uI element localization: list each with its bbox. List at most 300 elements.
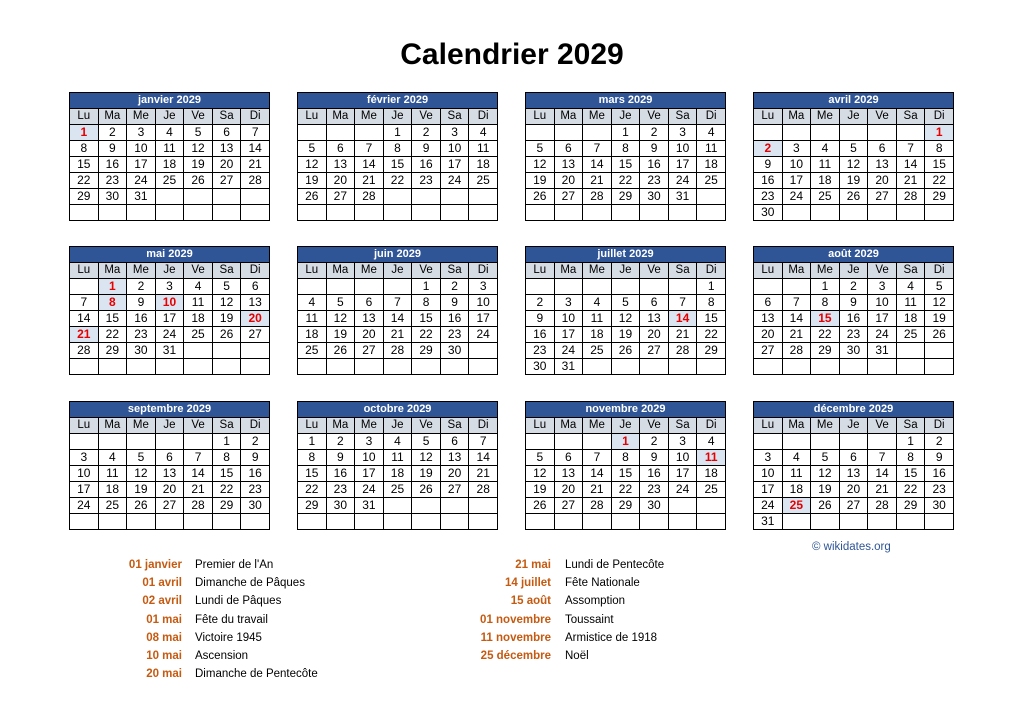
day-cell[interactable]: 3 xyxy=(155,279,184,295)
day-cell[interactable]: 14 xyxy=(184,466,213,482)
day-cell[interactable]: 14 xyxy=(469,450,498,466)
day-cell[interactable]: 1 xyxy=(896,434,925,450)
day-cell[interactable]: 10 xyxy=(554,311,583,327)
day-cell[interactable]: 18 xyxy=(383,466,412,482)
day-cell[interactable]: 7 xyxy=(583,450,612,466)
day-cell[interactable]: 9 xyxy=(127,295,156,311)
day-cell[interactable]: 20 xyxy=(212,157,241,173)
day-cell[interactable]: 2 xyxy=(412,125,441,141)
day-cell[interactable]: 16 xyxy=(925,466,954,482)
day-cell[interactable]: 14 xyxy=(70,311,99,327)
day-cell[interactable]: 6 xyxy=(640,295,669,311)
day-cell[interactable]: 25 xyxy=(811,189,840,205)
day-cell[interactable]: 5 xyxy=(811,450,840,466)
day-cell[interactable]: 3 xyxy=(127,125,156,141)
day-cell[interactable]: 21 xyxy=(583,482,612,498)
day-cell[interactable]: 20 xyxy=(640,327,669,343)
day-cell[interactable]: 12 xyxy=(811,466,840,482)
day-cell[interactable]: 28 xyxy=(583,189,612,205)
day-cell[interactable]: 19 xyxy=(412,466,441,482)
day-cell[interactable]: 30 xyxy=(925,498,954,514)
day-cell[interactable]: 16 xyxy=(754,173,783,189)
day-cell[interactable]: 8 xyxy=(925,141,954,157)
day-cell[interactable]: 28 xyxy=(896,189,925,205)
day-cell[interactable]: 4 xyxy=(697,125,726,141)
day-cell[interactable]: 3 xyxy=(754,450,783,466)
day-cell[interactable]: 25 xyxy=(469,173,498,189)
day-cell[interactable]: 12 xyxy=(184,141,213,157)
day-cell[interactable]: 3 xyxy=(70,450,99,466)
day-cell[interactable]: 27 xyxy=(212,173,241,189)
day-cell[interactable]: 5 xyxy=(298,141,327,157)
day-cell[interactable]: 6 xyxy=(440,434,469,450)
day-cell[interactable]: 23 xyxy=(440,327,469,343)
day-cell[interactable]: 16 xyxy=(440,311,469,327)
day-cell[interactable]: 3 xyxy=(668,125,697,141)
day-cell[interactable]: 22 xyxy=(896,482,925,498)
day-cell[interactable]: 1 xyxy=(212,434,241,450)
day-cell[interactable]: 20 xyxy=(155,482,184,498)
day-cell[interactable]: 19 xyxy=(526,482,555,498)
day-cell[interactable]: 19 xyxy=(184,157,213,173)
day-cell[interactable]: 14 xyxy=(355,157,384,173)
day-cell[interactable]: 22 xyxy=(70,173,99,189)
day-cell[interactable]: 28 xyxy=(868,498,897,514)
day-cell[interactable]: 18 xyxy=(782,482,811,498)
day-cell[interactable]: 20 xyxy=(754,327,783,343)
day-cell[interactable]: 15 xyxy=(298,466,327,482)
day-cell[interactable]: 2 xyxy=(640,125,669,141)
day-cell[interactable]: 5 xyxy=(611,295,640,311)
day-cell[interactable]: 28 xyxy=(241,173,270,189)
day-cell[interactable]: 8 xyxy=(212,450,241,466)
day-cell[interactable]: 13 xyxy=(554,466,583,482)
day-cell[interactable]: 28 xyxy=(469,482,498,498)
day-cell[interactable]: 22 xyxy=(611,173,640,189)
day-cell[interactable]: 25 xyxy=(155,173,184,189)
day-cell[interactable]: 16 xyxy=(839,311,868,327)
day-cell[interactable]: 15 xyxy=(412,311,441,327)
day-cell[interactable]: 15 xyxy=(896,466,925,482)
day-cell[interactable]: 9 xyxy=(98,141,127,157)
day-cell[interactable]: 6 xyxy=(212,125,241,141)
day-cell[interactable]: 30 xyxy=(526,359,555,375)
day-cell[interactable]: 24 xyxy=(668,173,697,189)
day-cell[interactable]: 24 xyxy=(868,327,897,343)
day-cell[interactable]: 8 xyxy=(611,141,640,157)
day-cell[interactable]: 11 xyxy=(811,157,840,173)
day-cell[interactable]: 16 xyxy=(640,157,669,173)
day-cell[interactable]: 13 xyxy=(326,157,355,173)
day-cell[interactable]: 9 xyxy=(925,450,954,466)
day-cell[interactable]: 17 xyxy=(355,466,384,482)
day-cell[interactable]: 17 xyxy=(155,311,184,327)
day-cell[interactable]: 17 xyxy=(440,157,469,173)
day-cell[interactable]: 10 xyxy=(469,295,498,311)
day-cell[interactable]: 25 xyxy=(697,173,726,189)
day-cell[interactable]: 21 xyxy=(668,327,697,343)
day-cell[interactable]: 18 xyxy=(184,311,213,327)
day-cell[interactable]: 24 xyxy=(554,343,583,359)
day-cell[interactable]: 9 xyxy=(640,141,669,157)
day-cell[interactable]: 7 xyxy=(355,141,384,157)
day-cell[interactable]: 20 xyxy=(440,466,469,482)
day-cell[interactable]: 20 xyxy=(554,482,583,498)
day-cell[interactable]: 11 xyxy=(469,141,498,157)
day-cell[interactable]: 2 xyxy=(440,279,469,295)
day-cell[interactable]: 16 xyxy=(241,466,270,482)
day-cell[interactable]: 20 xyxy=(355,327,384,343)
day-cell[interactable]: 26 xyxy=(526,498,555,514)
day-cell[interactable]: 18 xyxy=(896,311,925,327)
day-cell[interactable]: 9 xyxy=(326,450,355,466)
day-cell[interactable]: 14 xyxy=(868,466,897,482)
day-cell[interactable]: 24 xyxy=(155,327,184,343)
day-cell[interactable]: 31 xyxy=(754,514,783,530)
day-cell[interactable]: 23 xyxy=(412,173,441,189)
day-cell[interactable]: 15 xyxy=(212,466,241,482)
day-cell[interactable]: 24 xyxy=(355,482,384,498)
day-cell[interactable]: 29 xyxy=(70,189,99,205)
day-cell[interactable]: 10 xyxy=(782,157,811,173)
day-cell[interactable]: 10 xyxy=(754,466,783,482)
day-cell[interactable]: 27 xyxy=(554,189,583,205)
day-cell[interactable]: 25 xyxy=(383,482,412,498)
day-cell[interactable]: 12 xyxy=(526,157,555,173)
day-cell[interactable]: 31 xyxy=(127,189,156,205)
day-cell[interactable]: 21 xyxy=(868,482,897,498)
day-cell[interactable]: 22 xyxy=(811,327,840,343)
day-cell[interactable]: 4 xyxy=(697,434,726,450)
day-cell[interactable]: 10 xyxy=(440,141,469,157)
day-cell[interactable]: 28 xyxy=(782,343,811,359)
day-cell[interactable]: 28 xyxy=(70,343,99,359)
day-cell[interactable]: 21 xyxy=(583,173,612,189)
day-cell[interactable]: 17 xyxy=(127,157,156,173)
day-cell[interactable]: 13 xyxy=(754,311,783,327)
holiday-day-cell[interactable]: 1 xyxy=(611,434,640,450)
day-cell[interactable]: 3 xyxy=(469,279,498,295)
day-cell[interactable]: 18 xyxy=(469,157,498,173)
day-cell[interactable]: 6 xyxy=(868,141,897,157)
day-cell[interactable]: 3 xyxy=(668,434,697,450)
day-cell[interactable]: 29 xyxy=(412,343,441,359)
day-cell[interactable]: 8 xyxy=(611,450,640,466)
day-cell[interactable]: 17 xyxy=(782,173,811,189)
day-cell[interactable]: 5 xyxy=(184,125,213,141)
day-cell[interactable]: 6 xyxy=(554,450,583,466)
day-cell[interactable]: 29 xyxy=(212,498,241,514)
day-cell[interactable]: 15 xyxy=(383,157,412,173)
day-cell[interactable]: 2 xyxy=(127,279,156,295)
day-cell[interactable]: 21 xyxy=(184,482,213,498)
day-cell[interactable]: 21 xyxy=(355,173,384,189)
day-cell[interactable]: 26 xyxy=(298,189,327,205)
day-cell[interactable]: 8 xyxy=(811,295,840,311)
day-cell[interactable]: 8 xyxy=(70,141,99,157)
day-cell[interactable]: 20 xyxy=(554,173,583,189)
day-cell[interactable]: 24 xyxy=(754,498,783,514)
day-cell[interactable]: 28 xyxy=(355,189,384,205)
holiday-day-cell[interactable]: 25 xyxy=(782,498,811,514)
day-cell[interactable]: 22 xyxy=(697,327,726,343)
day-cell[interactable]: 26 xyxy=(326,343,355,359)
day-cell[interactable]: 16 xyxy=(98,157,127,173)
day-cell[interactable]: 7 xyxy=(668,295,697,311)
day-cell[interactable]: 25 xyxy=(98,498,127,514)
day-cell[interactable]: 14 xyxy=(583,157,612,173)
day-cell[interactable]: 13 xyxy=(355,311,384,327)
day-cell[interactable]: 24 xyxy=(668,482,697,498)
holiday-day-cell[interactable]: 8 xyxy=(98,295,127,311)
day-cell[interactable]: 8 xyxy=(412,295,441,311)
day-cell[interactable]: 23 xyxy=(839,327,868,343)
day-cell[interactable]: 27 xyxy=(440,482,469,498)
day-cell[interactable]: 6 xyxy=(754,295,783,311)
day-cell[interactable]: 23 xyxy=(640,173,669,189)
day-cell[interactable]: 23 xyxy=(526,343,555,359)
day-cell[interactable]: 17 xyxy=(469,311,498,327)
day-cell[interactable]: 4 xyxy=(155,125,184,141)
day-cell[interactable]: 14 xyxy=(782,311,811,327)
holiday-day-cell[interactable]: 21 xyxy=(70,327,99,343)
day-cell[interactable]: 25 xyxy=(298,343,327,359)
day-cell[interactable]: 31 xyxy=(868,343,897,359)
day-cell[interactable]: 14 xyxy=(383,311,412,327)
day-cell[interactable]: 3 xyxy=(355,434,384,450)
day-cell[interactable]: 2 xyxy=(241,434,270,450)
day-cell[interactable]: 23 xyxy=(241,482,270,498)
day-cell[interactable]: 30 xyxy=(98,189,127,205)
day-cell[interactable]: 27 xyxy=(326,189,355,205)
day-cell[interactable]: 9 xyxy=(754,157,783,173)
day-cell[interactable]: 4 xyxy=(184,279,213,295)
holiday-day-cell[interactable]: 10 xyxy=(155,295,184,311)
day-cell[interactable]: 24 xyxy=(127,173,156,189)
day-cell[interactable]: 11 xyxy=(298,311,327,327)
day-cell[interactable]: 19 xyxy=(839,173,868,189)
day-cell[interactable]: 11 xyxy=(98,466,127,482)
day-cell[interactable]: 12 xyxy=(412,450,441,466)
day-cell[interactable]: 28 xyxy=(583,498,612,514)
day-cell[interactable]: 6 xyxy=(155,450,184,466)
day-cell[interactable]: 13 xyxy=(212,141,241,157)
day-cell[interactable]: 29 xyxy=(611,189,640,205)
day-cell[interactable]: 19 xyxy=(925,311,954,327)
day-cell[interactable]: 1 xyxy=(383,125,412,141)
day-cell[interactable]: 27 xyxy=(839,498,868,514)
day-cell[interactable]: 9 xyxy=(526,311,555,327)
day-cell[interactable]: 11 xyxy=(697,141,726,157)
day-cell[interactable]: 19 xyxy=(127,482,156,498)
holiday-day-cell[interactable]: 15 xyxy=(811,311,840,327)
day-cell[interactable]: 25 xyxy=(583,343,612,359)
day-cell[interactable]: 12 xyxy=(839,157,868,173)
day-cell[interactable]: 6 xyxy=(839,450,868,466)
day-cell[interactable]: 20 xyxy=(839,482,868,498)
day-cell[interactable]: 17 xyxy=(668,466,697,482)
day-cell[interactable]: 29 xyxy=(896,498,925,514)
day-cell[interactable]: 1 xyxy=(298,434,327,450)
day-cell[interactable]: 9 xyxy=(440,295,469,311)
day-cell[interactable]: 4 xyxy=(298,295,327,311)
day-cell[interactable]: 26 xyxy=(526,189,555,205)
day-cell[interactable]: 30 xyxy=(640,189,669,205)
day-cell[interactable]: 29 xyxy=(298,498,327,514)
day-cell[interactable]: 23 xyxy=(640,482,669,498)
day-cell[interactable]: 9 xyxy=(412,141,441,157)
day-cell[interactable]: 18 xyxy=(298,327,327,343)
day-cell[interactable]: 26 xyxy=(127,498,156,514)
day-cell[interactable]: 19 xyxy=(298,173,327,189)
day-cell[interactable]: 19 xyxy=(811,482,840,498)
day-cell[interactable]: 27 xyxy=(868,189,897,205)
day-cell[interactable]: 10 xyxy=(70,466,99,482)
day-cell[interactable]: 14 xyxy=(896,157,925,173)
day-cell[interactable]: 12 xyxy=(298,157,327,173)
day-cell[interactable]: 29 xyxy=(98,343,127,359)
day-cell[interactable]: 23 xyxy=(326,482,355,498)
day-cell[interactable]: 1 xyxy=(412,279,441,295)
day-cell[interactable]: 19 xyxy=(611,327,640,343)
day-cell[interactable]: 13 xyxy=(839,466,868,482)
day-cell[interactable]: 5 xyxy=(839,141,868,157)
day-cell[interactable]: 27 xyxy=(640,343,669,359)
day-cell[interactable]: 30 xyxy=(754,205,783,221)
day-cell[interactable]: 24 xyxy=(70,498,99,514)
day-cell[interactable]: 8 xyxy=(697,295,726,311)
day-cell[interactable]: 22 xyxy=(212,482,241,498)
day-cell[interactable]: 18 xyxy=(697,157,726,173)
holiday-day-cell[interactable]: 20 xyxy=(241,311,270,327)
day-cell[interactable]: 18 xyxy=(583,327,612,343)
day-cell[interactable]: 30 xyxy=(839,343,868,359)
holiday-day-cell[interactable]: 11 xyxy=(697,450,726,466)
day-cell[interactable]: 7 xyxy=(383,295,412,311)
day-cell[interactable]: 4 xyxy=(811,141,840,157)
day-cell[interactable]: 3 xyxy=(554,295,583,311)
day-cell[interactable]: 29 xyxy=(925,189,954,205)
day-cell[interactable]: 24 xyxy=(782,189,811,205)
day-cell[interactable]: 9 xyxy=(241,450,270,466)
day-cell[interactable]: 19 xyxy=(326,327,355,343)
day-cell[interactable]: 12 xyxy=(611,311,640,327)
day-cell[interactable]: 6 xyxy=(554,141,583,157)
day-cell[interactable]: 22 xyxy=(383,173,412,189)
day-cell[interactable]: 8 xyxy=(298,450,327,466)
holiday-day-cell[interactable]: 14 xyxy=(668,311,697,327)
day-cell[interactable]: 5 xyxy=(127,450,156,466)
day-cell[interactable]: 4 xyxy=(782,450,811,466)
day-cell[interactable]: 11 xyxy=(155,141,184,157)
day-cell[interactable]: 13 xyxy=(440,450,469,466)
day-cell[interactable]: 12 xyxy=(526,466,555,482)
day-cell[interactable]: 22 xyxy=(98,327,127,343)
day-cell[interactable]: 22 xyxy=(298,482,327,498)
day-cell[interactable]: 26 xyxy=(184,173,213,189)
day-cell[interactable]: 16 xyxy=(127,311,156,327)
day-cell[interactable]: 19 xyxy=(526,173,555,189)
day-cell[interactable]: 30 xyxy=(326,498,355,514)
day-cell[interactable]: 2 xyxy=(640,434,669,450)
day-cell[interactable]: 10 xyxy=(868,295,897,311)
day-cell[interactable]: 28 xyxy=(184,498,213,514)
day-cell[interactable]: 12 xyxy=(212,295,241,311)
day-cell[interactable]: 9 xyxy=(839,295,868,311)
day-cell[interactable]: 28 xyxy=(383,343,412,359)
day-cell[interactable]: 30 xyxy=(440,343,469,359)
holiday-day-cell[interactable]: 2 xyxy=(754,141,783,157)
day-cell[interactable]: 22 xyxy=(925,173,954,189)
day-cell[interactable]: 25 xyxy=(184,327,213,343)
day-cell[interactable]: 8 xyxy=(383,141,412,157)
day-cell[interactable]: 5 xyxy=(526,141,555,157)
day-cell[interactable]: 4 xyxy=(896,279,925,295)
day-cell[interactable]: 29 xyxy=(811,343,840,359)
day-cell[interactable]: 15 xyxy=(697,311,726,327)
day-cell[interactable]: 7 xyxy=(241,125,270,141)
day-cell[interactable]: 30 xyxy=(241,498,270,514)
day-cell[interactable]: 6 xyxy=(241,279,270,295)
day-cell[interactable]: 1 xyxy=(811,279,840,295)
day-cell[interactable]: 2 xyxy=(526,295,555,311)
day-cell[interactable]: 31 xyxy=(355,498,384,514)
day-cell[interactable]: 7 xyxy=(583,141,612,157)
day-cell[interactable]: 16 xyxy=(640,466,669,482)
day-cell[interactable]: 11 xyxy=(583,311,612,327)
holiday-day-cell[interactable]: 1 xyxy=(70,125,99,141)
day-cell[interactable]: 15 xyxy=(70,157,99,173)
day-cell[interactable]: 25 xyxy=(697,482,726,498)
day-cell[interactable]: 23 xyxy=(98,173,127,189)
day-cell[interactable]: 13 xyxy=(554,157,583,173)
day-cell[interactable]: 26 xyxy=(212,327,241,343)
day-cell[interactable]: 1 xyxy=(697,279,726,295)
day-cell[interactable]: 27 xyxy=(155,498,184,514)
day-cell[interactable]: 7 xyxy=(868,450,897,466)
day-cell[interactable]: 3 xyxy=(440,125,469,141)
day-cell[interactable]: 31 xyxy=(155,343,184,359)
day-cell[interactable]: 4 xyxy=(98,450,127,466)
day-cell[interactable]: 2 xyxy=(839,279,868,295)
day-cell[interactable]: 14 xyxy=(241,141,270,157)
day-cell[interactable]: 18 xyxy=(811,173,840,189)
day-cell[interactable]: 9 xyxy=(640,450,669,466)
day-cell[interactable]: 17 xyxy=(554,327,583,343)
day-cell[interactable]: 21 xyxy=(383,327,412,343)
day-cell[interactable]: 2 xyxy=(925,434,954,450)
day-cell[interactable]: 20 xyxy=(868,173,897,189)
day-cell[interactable]: 18 xyxy=(155,157,184,173)
day-cell[interactable]: 11 xyxy=(383,450,412,466)
day-cell[interactable]: 28 xyxy=(668,343,697,359)
day-cell[interactable]: 23 xyxy=(925,482,954,498)
day-cell[interactable]: 29 xyxy=(697,343,726,359)
day-cell[interactable]: 12 xyxy=(326,311,355,327)
day-cell[interactable]: 4 xyxy=(383,434,412,450)
day-cell[interactable]: 8 xyxy=(896,450,925,466)
day-cell[interactable]: 12 xyxy=(925,295,954,311)
day-cell[interactable]: 7 xyxy=(782,295,811,311)
day-cell[interactable]: 27 xyxy=(355,343,384,359)
day-cell[interactable]: 12 xyxy=(127,466,156,482)
day-cell[interactable]: 3 xyxy=(782,141,811,157)
day-cell[interactable]: 21 xyxy=(782,327,811,343)
day-cell[interactable]: 20 xyxy=(326,173,355,189)
day-cell[interactable]: 5 xyxy=(925,279,954,295)
day-cell[interactable]: 11 xyxy=(782,466,811,482)
day-cell[interactable]: 19 xyxy=(212,311,241,327)
